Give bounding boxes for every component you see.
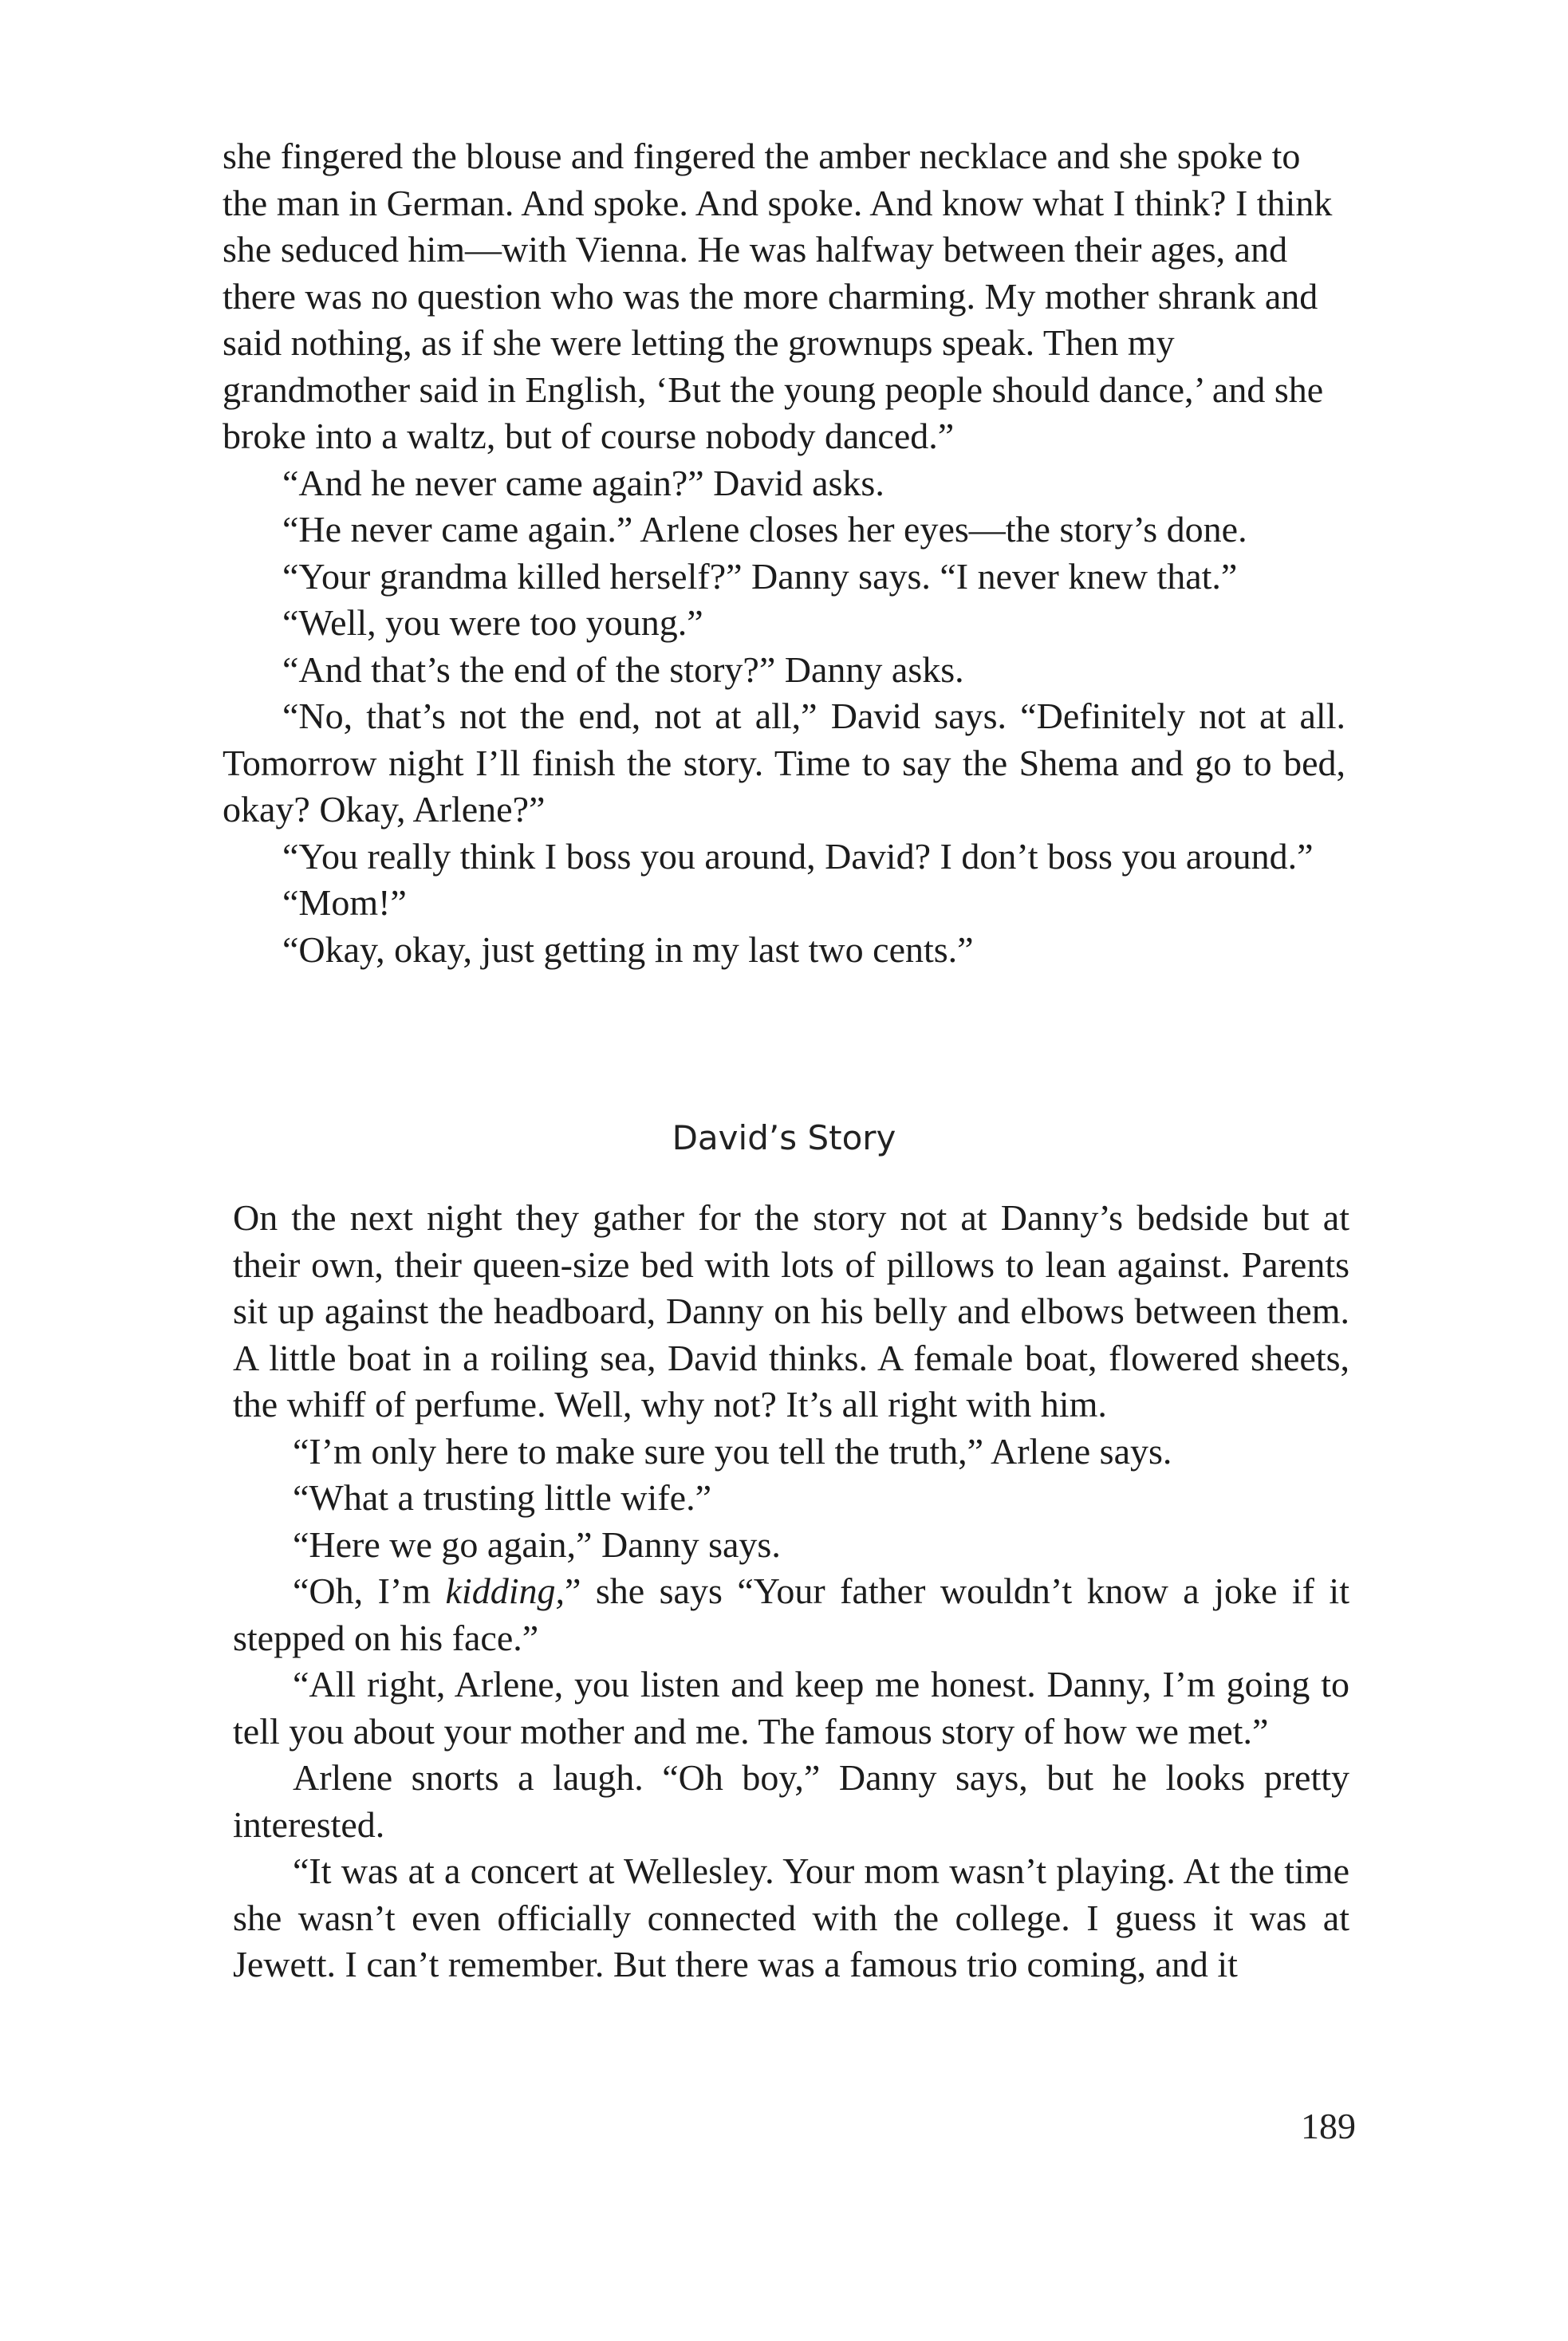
paragraph: “He never came again.” Arlene closes her eyes—the story’s done. [282,509,1247,550]
paragraph: “I’m only here to make sure you tell the truth,” Arlene says. [293,1430,1172,1472]
paragraph: “It was at a concert at Wellesley. Your mom wasn’t playing. At the time she wasn’t even officially connected with the college. I guess it was at Jewett. I can’t remember. But there was a famous trio coming, and it [233,1850,1349,1984]
paragraph: “Well, you were too young.” [282,602,703,643]
page-number: 189 [1301,2106,1356,2146]
paragraph: On the next night they gather for the story not at Danny’s bedside but at their own, their queen-size bed with lots of pillows to lean against. Parents sit up against the headboard, Danny on his belly and elbows between them. A little boat in a roiling sea, David thinks. A female boat, flowered sheets, the whiff of perfume. Well, why not? It’s all right with him. [233,1197,1349,1425]
paragraph: she fingered the blouse and fingered the amber necklace and she spoke to the man in German. And spoke. And spoke. And know what I think? I think she seduced him—with Vienna. He was halfway between their ages, and there was no question who was the more charming. My mother shrank and said nothing, as if she were letting the grownups speak. Then my grandmother said in English, ‘But the young people should dance,’ and she broke into a waltz, but of course nobody danced.” [223,136,1333,456]
paragraph: “And that’s the end of the story?” Danny asks. [282,648,964,690]
bottom-text-block [233,1195,1349,1988]
paragraph-text: ” she says “Your father wouldn’t know a joke if it stepped on his face.” [233,1571,1349,1658]
paragraph: “Your grandma killed herself?” Danny says. “I never knew that.” [282,555,1238,597]
paragraph: “You really think I boss you around, David? I don’t boss you around.” [282,835,1314,877]
paragraph: “And he never came again?” David asks. [282,462,884,503]
paragraph: “Mom!” [282,882,407,923]
emphasis-text: kidding, [445,1571,565,1611]
paragraph: “No, that’s not the end, not at all,” David says. “Definitely not at all. Tomorrow night I’ll finish the story. Time to say the Shema and go to bed, okay? Okay, Arlene?” [223,696,1345,830]
paragraph: “What a trusting little wife.” [293,1477,711,1518]
paragraph: “All right, Arlene, you listen and keep me honest. Danny, I’m going to tell you about your mother and me. The famous story of how we met.” [233,1664,1349,1752]
paragraph-text: “Oh, I’m [293,1571,446,1611]
paragraph: “Here we go again,” Danny says. [293,1523,781,1565]
top-text-block [223,133,1345,973]
paragraph [233,1568,1349,1661]
paragraph: Arlene snorts a laugh. “Oh boy,” Danny says, but he looks pretty interested. [233,1757,1349,1845]
paragraph: “Okay, okay, just getting in my last two cents.” [282,928,974,970]
section-heading: David’s Story [672,1118,896,1157]
